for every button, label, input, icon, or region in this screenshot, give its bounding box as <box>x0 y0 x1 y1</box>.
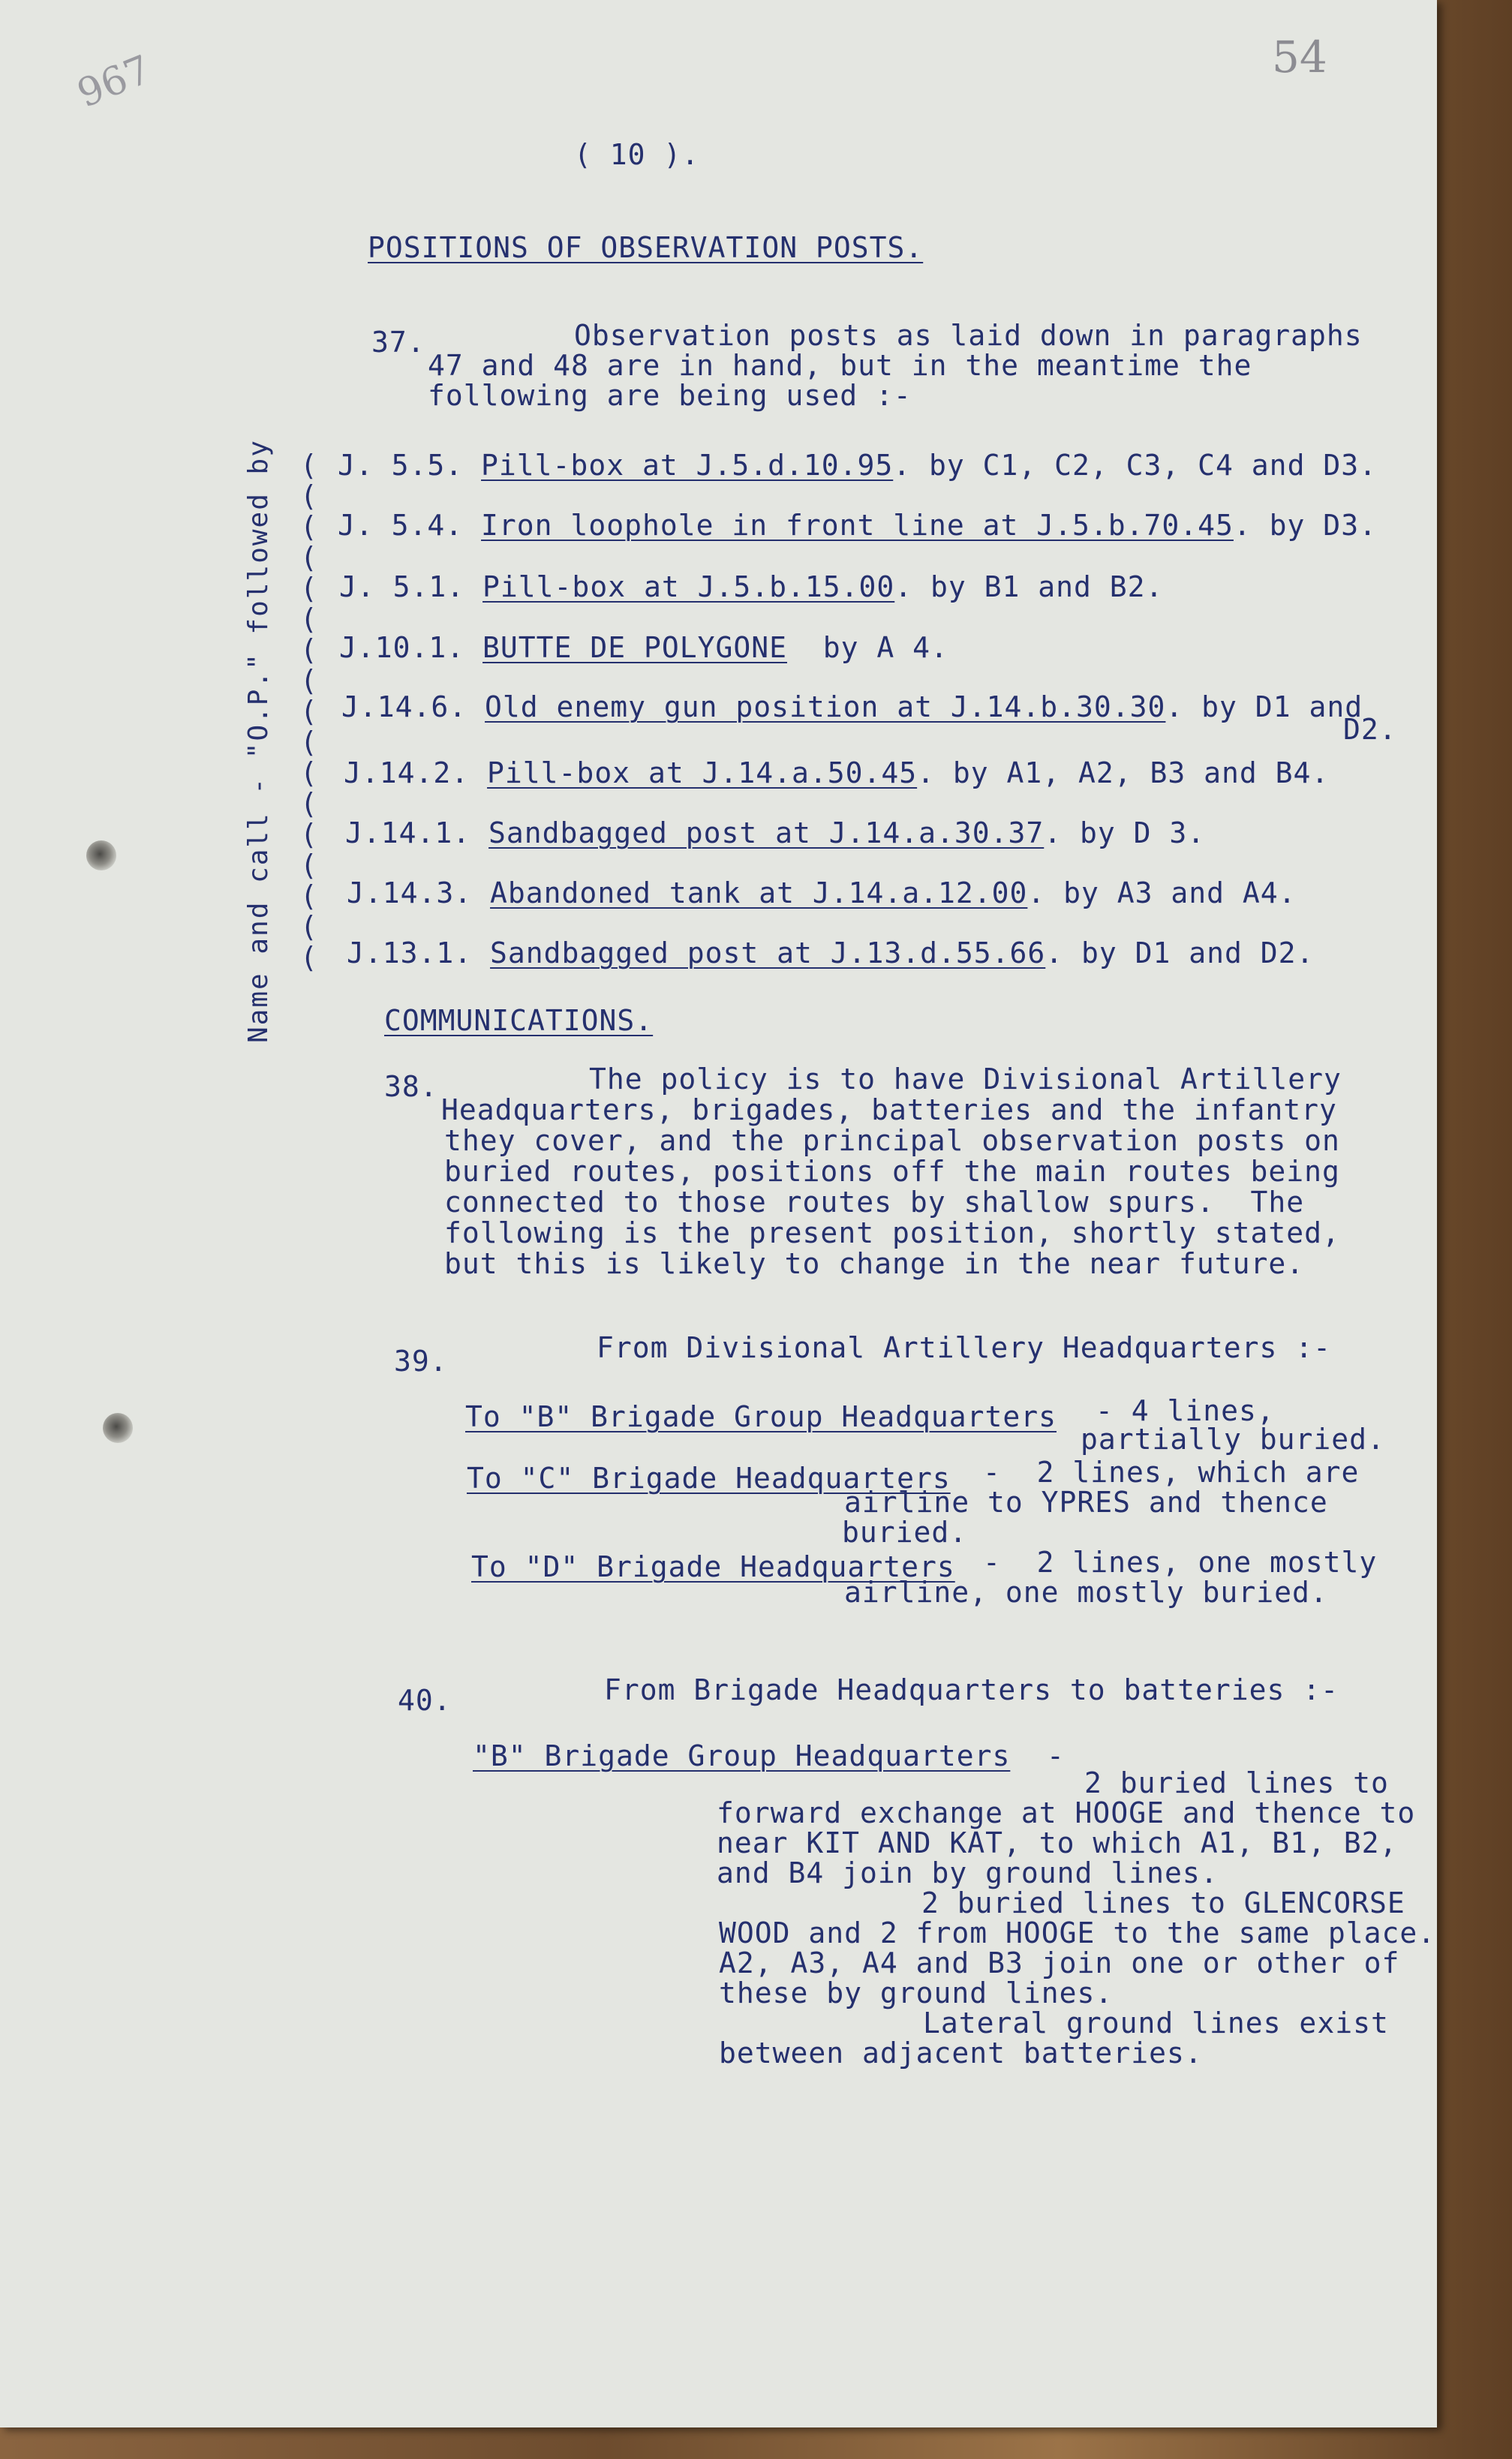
post-code: J.14.2. <box>344 756 470 789</box>
brace-mark: ( <box>300 910 317 943</box>
route-detail: airline to YPRES and thence <box>844 1486 1328 1519</box>
para-40-line: A2, A3, A4 and B3 join one or other of <box>719 1946 1400 1980</box>
brace-mark: ( <box>300 849 317 882</box>
brace-mark: ( <box>300 818 317 851</box>
para-40-line: 2 buried lines to <box>1084 1766 1389 1799</box>
brace-mark: ( <box>300 633 317 666</box>
para-37-number: 37. <box>371 326 425 359</box>
post-entry <box>339 633 948 663</box>
para-40-line: Lateral ground lines exist <box>923 2007 1389 2040</box>
post-entry <box>347 878 1297 908</box>
brace-mark: ( <box>300 479 317 513</box>
para-38-line: but this is likely to change in the near future. <box>444 1247 1305 1280</box>
brace-mark: ( <box>300 603 317 636</box>
brace-mark: ( <box>300 726 317 759</box>
brace-mark: ( <box>300 879 317 912</box>
route-destination: To "C" Brigade Headquarters <box>467 1462 951 1495</box>
post-description: Sandbagged post at J.13.d.55.66 <box>490 936 1046 969</box>
post-entry <box>344 758 1329 788</box>
post-observers-continued: D2. <box>1343 713 1397 746</box>
page-number: ( 10 ). <box>574 138 700 171</box>
route-destination: To "B" Brigade Group Headquarters <box>465 1400 1057 1433</box>
para-37-line: 47 and 48 are in hand, but in the meantime the <box>428 349 1252 382</box>
para-38-line: connected to those routes by shallow spurs. The <box>444 1186 1305 1219</box>
para-37-line: following are being used :- <box>428 379 912 412</box>
brace-mark: ( <box>300 572 317 605</box>
brace-mark: ( <box>300 941 317 974</box>
pencil-folio-number: 967 <box>71 47 158 117</box>
brace-mark: ( <box>300 756 317 789</box>
post-code: J. 5.4. <box>338 509 464 542</box>
post-code: J.14.3. <box>347 876 473 909</box>
post-entry <box>338 450 1377 480</box>
post-observers: . by C1, C2, C3, C4 and D3. <box>893 449 1377 482</box>
brace-mark: ( <box>300 664 317 697</box>
post-description: Pill-box at J.5.b.15.00 <box>482 570 895 603</box>
route-detail: - 4 lines, <box>1096 1394 1275 1427</box>
para-40-line: WOOD and 2 from HOOGE to the same place. <box>719 1916 1436 1949</box>
post-entry <box>345 818 1205 848</box>
para-40-line: 2 buried lines to GLENCORSE <box>921 1886 1405 1919</box>
heading-communications: COMMUNICATIONS. <box>384 1004 654 1037</box>
post-description: Abandoned tank at J.14.a.12.00 <box>490 876 1028 909</box>
route-detail: partially buried. <box>1081 1423 1385 1456</box>
para-40-line: forward exchange at HOOGE and thence to <box>717 1796 1416 1829</box>
route-detail: airline, one mostly buried. <box>844 1576 1328 1609</box>
para-40-line: these by ground lines. <box>719 1977 1114 2010</box>
brigade-group-dash: - <box>1047 1739 1065 1772</box>
post-observers: . by D 3. <box>1044 816 1206 849</box>
brace-mark: ( <box>300 787 317 820</box>
brigade-group-heading: "B" Brigade Group Headquarters <box>473 1739 1011 1772</box>
brace-mark: ( <box>300 510 317 543</box>
post-entry <box>347 938 1314 968</box>
para-38-line: they cover, and the principal observation posts on <box>444 1124 1340 1157</box>
post-description: Sandbagged post at J.14.a.30.37 <box>488 816 1045 849</box>
brace-mark: ( <box>300 449 317 482</box>
post-entry <box>338 510 1377 540</box>
post-observers: . by A3 and A4. <box>1027 876 1297 909</box>
pencil-page-number: 54 <box>1272 32 1327 83</box>
margin-note-text: Name and call - "O.P." followed by <box>243 439 274 1043</box>
punch-hole-upper <box>86 840 116 870</box>
post-observers: . by D1 and D2. <box>1045 936 1315 969</box>
post-observers: . by B1 and B2. <box>894 570 1164 603</box>
post-code: J.13.1. <box>347 936 473 969</box>
post-description: Pill-box at J.14.a.50.45 <box>487 756 918 789</box>
para-39-intro: From Divisional Artillery Headquarters :- <box>597 1331 1331 1364</box>
post-description: Iron loophole in front line at J.5.b.70.45 <box>481 509 1234 542</box>
route-detail: - 2 lines, one mostly <box>983 1546 1378 1579</box>
route-detail: - 2 lines, which are <box>983 1456 1360 1489</box>
route-destination: To "D" Brigade Headquarters <box>471 1550 955 1583</box>
post-observers: . by D3. <box>1233 509 1377 542</box>
post-observers: by A 4. <box>786 631 948 664</box>
post-observers: . by D1 and <box>1165 690 1363 723</box>
brace-mark: ( <box>300 695 317 728</box>
post-description: BUTTE DE POLYGONE <box>482 631 787 664</box>
brace-mark: ( <box>300 541 317 574</box>
punch-hole-lower <box>103 1413 133 1443</box>
route-detail: buried. <box>842 1516 968 1549</box>
para-38-line: buried routes, positions off the main routes being <box>444 1155 1340 1188</box>
para-40-line: near KIT AND KAT, to which A1, B1, B2, <box>717 1826 1398 1859</box>
post-description: Old enemy gun position at J.14.b.30.30 <box>485 690 1166 723</box>
para-37-line: Observation posts as laid down in paragraphs <box>574 319 1363 352</box>
post-code: J. 5.5. <box>338 449 464 482</box>
post-observers: . by A1, A2, B3 and B4. <box>917 756 1330 789</box>
heading-observation-posts: POSITIONS OF OBSERVATION POSTS. <box>368 231 924 264</box>
para-40-line: between adjacent batteries. <box>719 2037 1203 2070</box>
post-entry <box>341 692 1363 722</box>
para-38-line: following is the present position, shortly stated, <box>444 1216 1340 1249</box>
para-40-number: 40. <box>398 1684 452 1717</box>
post-code: J.14.1. <box>345 816 471 849</box>
post-description: Pill-box at J.5.d.10.95 <box>481 449 894 482</box>
para-40-line: and B4 join by ground lines. <box>717 1856 1219 1889</box>
para-39-number: 39. <box>394 1345 448 1378</box>
post-entry <box>339 572 1163 602</box>
post-code: J. 5.1. <box>339 570 465 603</box>
para-38-line: The policy is to have Divisional Artillery <box>589 1063 1342 1096</box>
para-38-line: Headquarters, brigades, batteries and the infantry <box>441 1093 1337 1126</box>
para-38-number: 38. <box>384 1070 438 1103</box>
post-code: J.10.1. <box>339 631 465 664</box>
post-code: J.14.6. <box>341 690 467 723</box>
para-40-intro: From Brigade Headquarters to batteries :- <box>604 1673 1339 1706</box>
